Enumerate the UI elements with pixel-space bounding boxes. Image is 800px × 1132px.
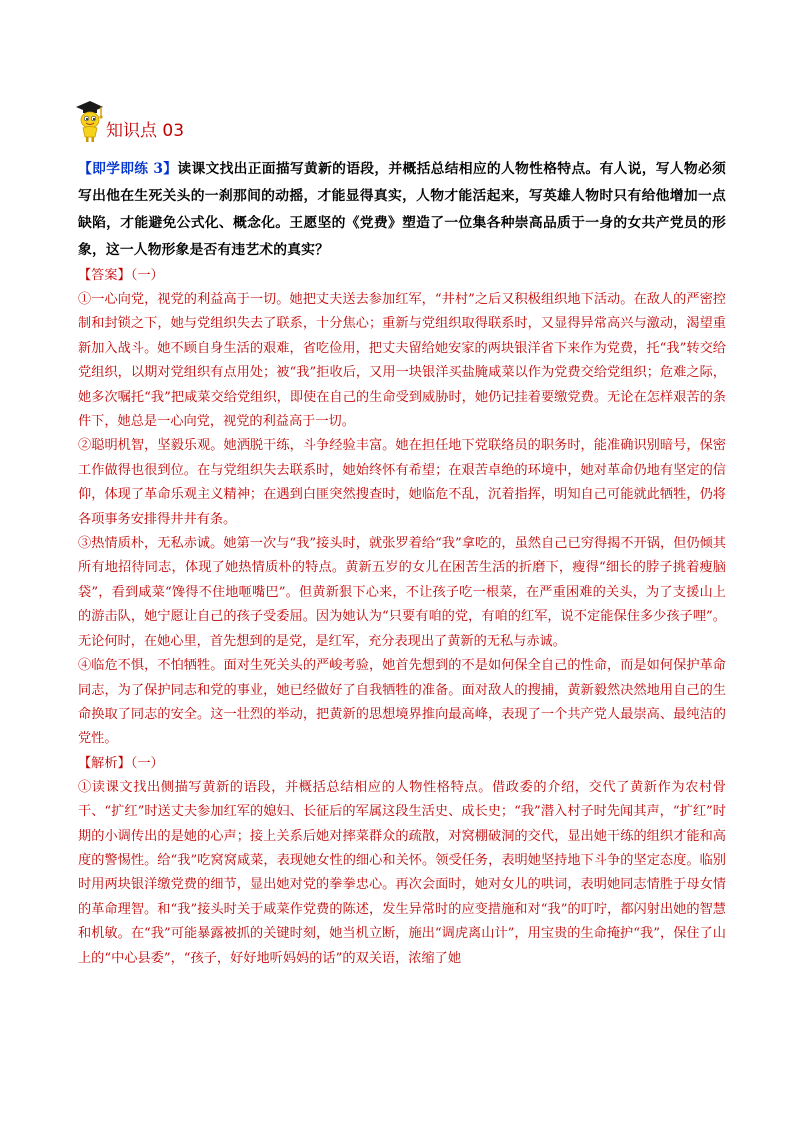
main-content: [78, 156, 726, 971]
graduation-cap-mascot-icon: [74, 98, 104, 144]
analysis-label: 【解析】（一）: [78, 755, 164, 771]
practice-question-text: 读课文找出正面描写黄新的语段，并概括总结相应的人物性格特点。有人说，写人物必须写出他在生死关头的一刹那间的动摇，才能显得真实，人物才能活起来，写英雄人物时只有给他增加一点缺陷，才能避免公式化、概念化。王愿坚的《党费》塑造了一位集各种崇高品质于一身的女共产党员的形象，这一人物形象是否有违艺术的真实？: [78, 161, 726, 258]
answer-paragraph-1: ①一心向党，视党的利益高于一切。她把丈夫送去参加红军，“井村”之后又积极组织地下活动。在敌人的严密控制和封锁之下，她与党组织失去了联系，十分焦心；重新与党组织取得联系时，又显得异常高兴与激动，渴望重新加入战斗。她不顾自身生活的艰难，省吃俭用，把丈夫留给她安家的两块银洋省下来作为党费，托“我”转交给党组织，以期对党组织有点用处；被“我”拒收后，又用一块银洋买盐腌咸菜以作为党费交给党组织；危难之际，她多次嘱托“我”把咸菜交给党组织，即使在自己的生命受到威胁时，她仍记挂着要缴党费。无论在怎样艰苦的条件下，她总是一心向党，视党的利益高于一切。: [78, 292, 726, 430]
answer-paragraph-3: ③热情质朴，无私赤诚。她第一次与“我”接头时，就张罗着给“我”拿吃的，虽然自己已穷得揭不开锅，但仍倾其所有地招待同志，体现了她热情质朴的特点。黄新五岁的女儿在困苦生活的折磨下，瘦得“细长的脖子挑着瘦脑袋”，看到咸菜“馋得不住地咂嘴巴”。但黄新狠下心来，不让孩子吃一根菜，在严重困难的关头，为了支援山上的游击队，她宁愿让自己的孩子受委屈。因为她认为“只要有咱的党，有咱的红军，说不定能保住多少孩子哩”。无论何时，在她心里，首先想到的是党，是红军，充分表现出了黄新的无私与赤诚。: [78, 536, 726, 649]
answer-paragraph-2: ②聪明机智，坚毅乐观。她洒脱干练，斗争经验丰富。她在担任地下党联络员的职务时，能准确识别暗号，保密工作做得也很到位。在与党组织失去联系时，她始终怀有希望；在艰苦卓绝的环境中，她对革命仍地有坚定的信仰，体现了革命乐观主义精神；在遇到白匪突然搜查时，她临危不乱，沉着指挥，明知自己可能就此牺牲，仍将各项事务安排得井井有条。: [78, 438, 726, 527]
answer-label: 【答案】（一）: [78, 268, 164, 283]
section-heading: [74, 96, 184, 144]
practice-tag: 【即学即练 3】: [78, 161, 178, 177]
practice-question: [78, 156, 726, 264]
answer-paragraph-4: ④临危不惧，不怕牺牲。面对生死关头的严峻考验，她首先想到的不是如何保全自己的性命，而是如何保护革命同志，为了保护同志和党的事业，她已经做好了自我牺牲的准备。面对敌人的搜捕，黄新毅然决然地用自己的生命换取了同志的安全。这一壮烈的举动，把黄新的思想境界推向最高峰，表现了一个共产党人最崇高、最纯洁的党性。: [78, 658, 726, 747]
section-title: 知识点 03: [106, 121, 185, 141]
analysis-paragraph-1: ①读课文找出侧描写黄新的语段，并概括总结相应的人物性格特点。借政委的介绍，交代了黄新作为农村骨干、“扩红”时送丈夫参加红军的媳妇、长征后的军属这段生活史、成长史；“我”潜入村子时先闻其声，“扩红”时期的小调传出的是她的心声；接上关系后她对摔菜群众的疏散，对窝棚破洞的交代，显出她干练的组织才能和高度的警惕性。给“我”吃窝窝咸菜，表现她女性的细心和关怀。领受任务，表明她坚持地下斗争的坚定态度。临别时用两块银洋缴党费的细节，显出她对党的拳拳忠心。再次会面时，她对女儿的哄词，表明她同志情胜于母女情的革命理智。和“我”接头时关于咸菜作党费的陈述，发生异常时的应变措施和对“我”的叮咛，都闪射出她的智慧和机敏。在“我”可能暴露被抓的关键时刻，她当机立断，施出“调虎离山计”，用宝贵的生命掩护“我”，保住了山上的“中心县委”，“孩子，好好地听妈妈的话”的双关语，浓缩了她: [78, 779, 726, 966]
